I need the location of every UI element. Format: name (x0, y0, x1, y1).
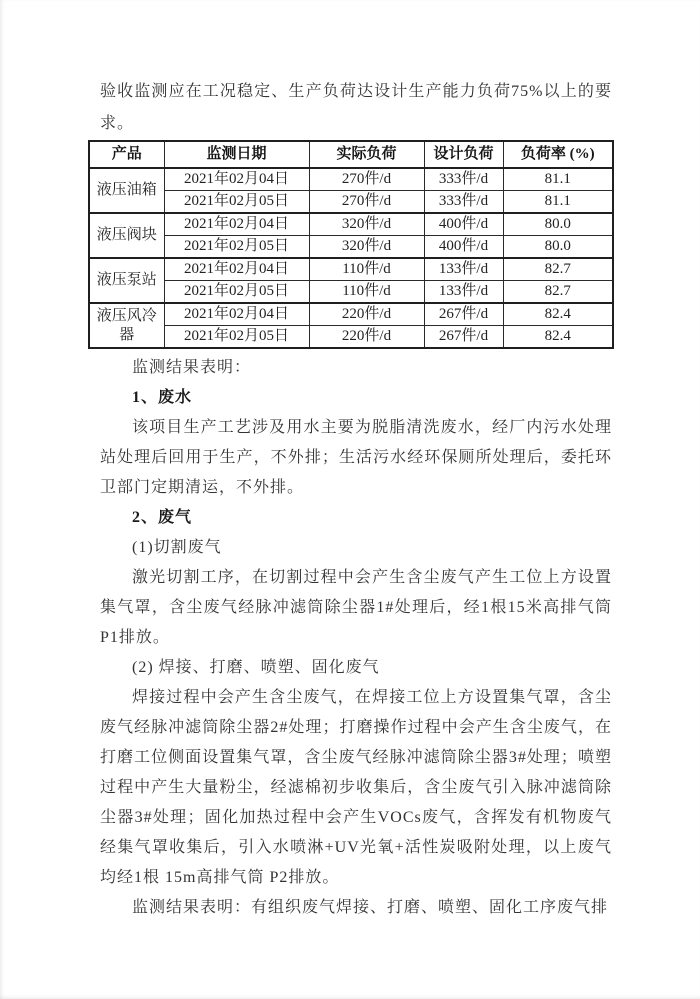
body-paragraph: 监测结果表明： (132, 359, 252, 376)
design-load-cell: 400件/d (424, 213, 503, 236)
date-cell: 2021年02月05日 (164, 191, 309, 214)
date-cell: 2021年02月05日 (164, 326, 309, 349)
load-rate-cell: 81.1 (503, 191, 613, 214)
design-load-cell: 333件/d (424, 168, 503, 191)
table-row (89, 213, 613, 236)
table-row (89, 236, 613, 259)
table-row (89, 168, 613, 191)
body-sections (100, 353, 612, 923)
body-paragraph: 焊接过程中会产生含尘废气，在焊接工位上方设置集气罩，含尘废气经脉冲滤筒除尘器2#处理；打磨操作过程中会产生含尘废气，在打磨工位侧面设置集气罩，含尘废气经脉冲滤筒除尘器3#处理；喷塑过程中产生大量粉尘，经滤棉初步收集后，含尘废气引入脉冲滤筒除尘器3#处理；固化加热过程中会产生VOCs废气，含挥发有机物废气经集气罩收集后，引入水喷淋+UV光氧+活性炭吸附处理，以上废气均经1根 15m高排气筒 P2排放。 (100, 689, 612, 886)
body-paragraph: 激光切割工序，在切割过程中会产生含尘废气产生工位上方设置集气罩，含尘废气经脉冲滤筒除尘器1#处理后，经1根15米高排气筒P1排放。 (100, 569, 612, 646)
load-rate-cell: 80.0 (503, 236, 613, 259)
table-row (89, 191, 613, 214)
actual-load-cell: 220件/d (309, 326, 424, 349)
load-rate-cell: 80.0 (503, 213, 613, 236)
actual-load-cell: 320件/d (309, 236, 424, 259)
load-rate-cell: 82.4 (503, 326, 613, 349)
table-header-row (89, 141, 613, 168)
col-header-design-load: 设计负荷 (424, 141, 503, 168)
body-paragraph: (1)切割废气 (132, 539, 222, 556)
design-load-cell: 133件/d (424, 258, 503, 281)
table-row (89, 303, 613, 326)
actual-load-cell: 110件/d (309, 281, 424, 304)
col-header-load-rate: 负荷率 (%) (503, 141, 613, 168)
table-row (89, 281, 613, 304)
table-row (89, 326, 613, 349)
date-cell: 2021年02月05日 (164, 281, 309, 304)
col-header-product: 产品 (89, 141, 164, 168)
load-rate-cell: 81.1 (503, 168, 613, 191)
design-load-cell: 400件/d (424, 236, 503, 259)
date-cell: 2021年02月04日 (164, 303, 309, 326)
date-cell: 2021年02月04日 (164, 213, 309, 236)
load-monitoring-table (88, 140, 614, 349)
col-header-date: 监测日期 (164, 141, 309, 168)
table-row (89, 258, 613, 281)
actual-load-cell: 220件/d (309, 303, 424, 326)
date-cell: 2021年02月04日 (164, 258, 309, 281)
load-rate-cell: 82.4 (503, 303, 613, 326)
col-header-actual-load: 实际负荷 (309, 141, 424, 168)
design-load-cell: 333件/d (424, 191, 503, 214)
intro-paragraph: 验收监测应在工况稳定、生产负荷达设计生产能力负荷75%以上的要求。 (100, 83, 612, 132)
body-paragraph: 该项目生产工艺涉及用水主要为脱脂清洗废水，经厂内污水处理站处理后回用于生产，不外排；生活污水经环保厕所处理后，委托环卫部门定期清运，不外排。 (100, 419, 612, 496)
design-load-cell: 267件/d (424, 326, 503, 349)
date-cell: 2021年02月05日 (164, 236, 309, 259)
section-heading: 2、废气 (132, 509, 193, 526)
design-load-cell: 133件/d (424, 281, 503, 304)
product-cell: 液压油箱 (89, 168, 164, 213)
product-cell: 液压阀块 (89, 213, 164, 258)
product-cell: 液压风冷器 (89, 303, 164, 348)
load-rate-cell: 82.7 (503, 281, 613, 304)
load-rate-cell: 82.7 (503, 258, 613, 281)
actual-load-cell: 110件/d (309, 258, 424, 281)
body-paragraph: (2) 焊接、打磨、喷塑、固化废气 (132, 659, 380, 676)
body-paragraph: 监测结果表明：有组织废气焊接、打磨、喷塑、固化工序废气排 (132, 899, 609, 916)
actual-load-cell: 270件/d (309, 168, 424, 191)
actual-load-cell: 320件/d (309, 213, 424, 236)
design-load-cell: 267件/d (424, 303, 503, 326)
date-cell: 2021年02月04日 (164, 168, 309, 191)
actual-load-cell: 270件/d (309, 191, 424, 214)
product-cell: 液压泵站 (89, 258, 164, 303)
section-heading: 1、废水 (132, 389, 193, 406)
